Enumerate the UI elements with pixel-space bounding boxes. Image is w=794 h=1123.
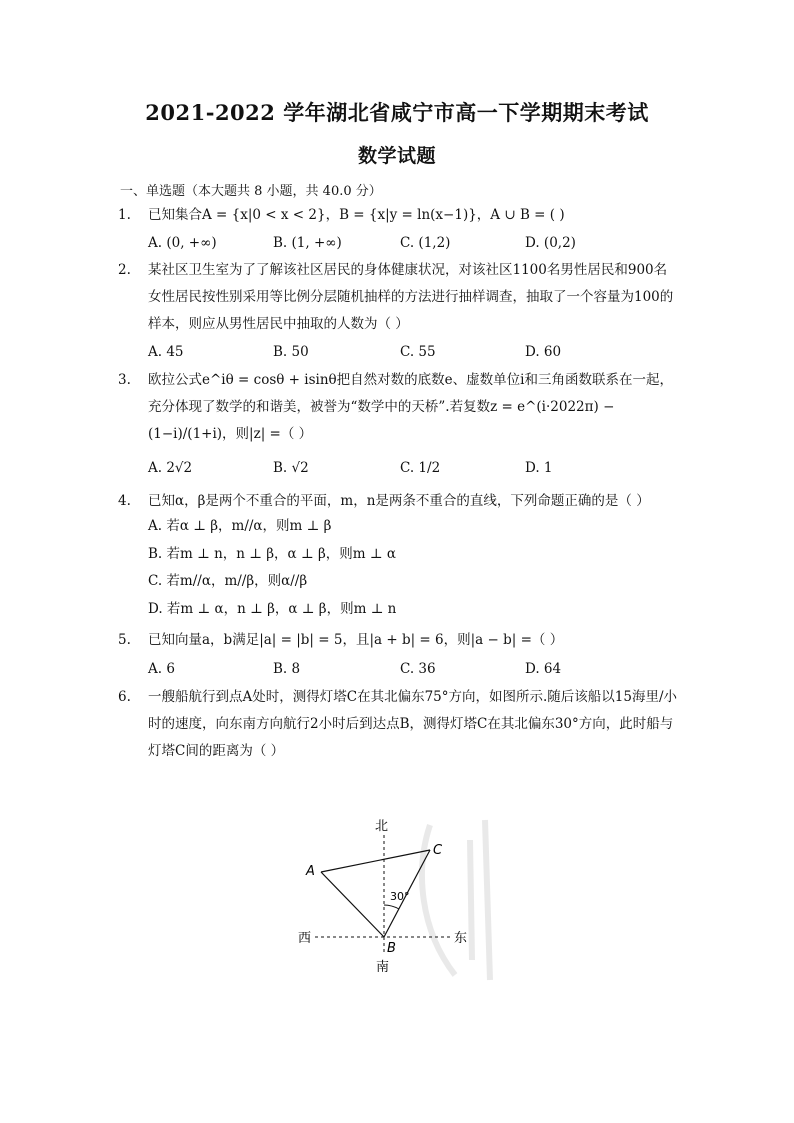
question-4 <box>118 488 678 515</box>
question-text: 已知集合A = {x|0 < x < 2}，B = {x|y = ln(x−1)}，A ∪ B = ( ) <box>148 207 565 223</box>
section-heading: 一、单选题（本大题共 8 小题，共 40.0 分） <box>120 184 382 199</box>
navigation-figure <box>280 810 510 1000</box>
label-point-a: A <box>306 864 315 879</box>
segment-ab <box>321 872 384 937</box>
question-2 <box>118 257 678 338</box>
option-c: C. 若m//α，m//β，则α//β <box>148 573 308 589</box>
question-number: 5. <box>118 632 131 648</box>
option-d: D. 若m ⊥ α，n ⊥ β，α ⊥ β，则m ⊥ n <box>148 601 397 617</box>
question-3 <box>118 367 678 448</box>
option-b: B. 8 <box>273 661 301 677</box>
option-b: B. 50 <box>273 344 309 360</box>
option-a: A. 若α ⊥ β，m//α，则m ⊥ β <box>148 518 332 534</box>
question-text: 欧拉公式e^iθ = cosθ + isinθ把自然对数的底数e、虚数单位i和三角函数联系在一起，充分体现了数学的和谐美，被誉为“数学中的天桥”.若复数z = e^(i·2022π) − (1−i)/(1+i)，则|z| =（ ） <box>148 372 673 442</box>
angle-label: 30° <box>390 890 410 903</box>
question-text: 一艘船航行到点A处时，测得灯塔C在其北偏东75°方向，如图所示.随后该船以15海里/小时的速度，向东南方向航行2小时后到达点B，测得灯塔C在其北偏东30°方向，此时船与灯塔C间的距离为（ ） <box>148 689 678 759</box>
label-east: 东 <box>454 931 468 946</box>
segment-ac <box>321 850 430 872</box>
question-text: 已知α，β是两个不重合的平面，m，n是两条不重合的直线，下列命题正确的是（ ） <box>148 493 650 509</box>
question-text: 已知向量a，b满足|a| = |b| = 5，且|a + b| = 6，则|a − b| =（ ） <box>148 632 564 648</box>
option-d: D. (0,2) <box>525 235 576 251</box>
label-point-c: C <box>433 843 443 858</box>
option-c: C. 1/2 <box>400 460 441 476</box>
question-number: 6. <box>118 689 131 705</box>
question-number: 1. <box>118 207 131 223</box>
page-title: 2021-2022 学年湖北省咸宁市高一下学期期末考试 <box>145 100 649 125</box>
option-a: A. 2√2 <box>148 460 193 476</box>
option-c: C. 36 <box>400 661 436 677</box>
question-6 <box>118 684 678 765</box>
question-1 <box>118 202 678 229</box>
option-c: C. (1,2) <box>400 235 451 251</box>
option-a: A. 45 <box>148 344 184 360</box>
option-a: A. (0, +∞) <box>148 235 217 251</box>
option-b: B. √2 <box>273 460 309 476</box>
option-d: D. 64 <box>525 661 562 677</box>
label-point-b: B <box>387 941 396 956</box>
question-number: 2. <box>118 262 131 278</box>
question-number: 4. <box>118 493 131 509</box>
option-a: A. 6 <box>148 661 175 677</box>
option-c: C. 55 <box>400 344 436 360</box>
label-north: 北 <box>375 819 389 834</box>
option-d: D. 1 <box>525 460 553 476</box>
label-west: 西 <box>298 931 312 946</box>
page-subtitle: 数学试题 <box>357 145 436 167</box>
option-b: B. 若m ⊥ n，n ⊥ β，α ⊥ β，则m ⊥ α <box>148 546 396 562</box>
option-b: B. (1, +∞) <box>273 235 342 251</box>
question-text: 某社区卫生室为了了解该社区居民的身体健康状况，对该社区1100名男性居民和900名女性居民按性别采用等比例分层随机抽样的方法进行抽样调查，抽取了一个容量为100的样本，则应从男性居民中抽取的人数为（ ） <box>148 262 674 332</box>
option-d: D. 60 <box>525 344 562 360</box>
angle-arc <box>384 905 399 909</box>
label-south: 南 <box>376 960 390 975</box>
question-number: 3. <box>118 372 131 388</box>
question-5 <box>118 627 678 654</box>
